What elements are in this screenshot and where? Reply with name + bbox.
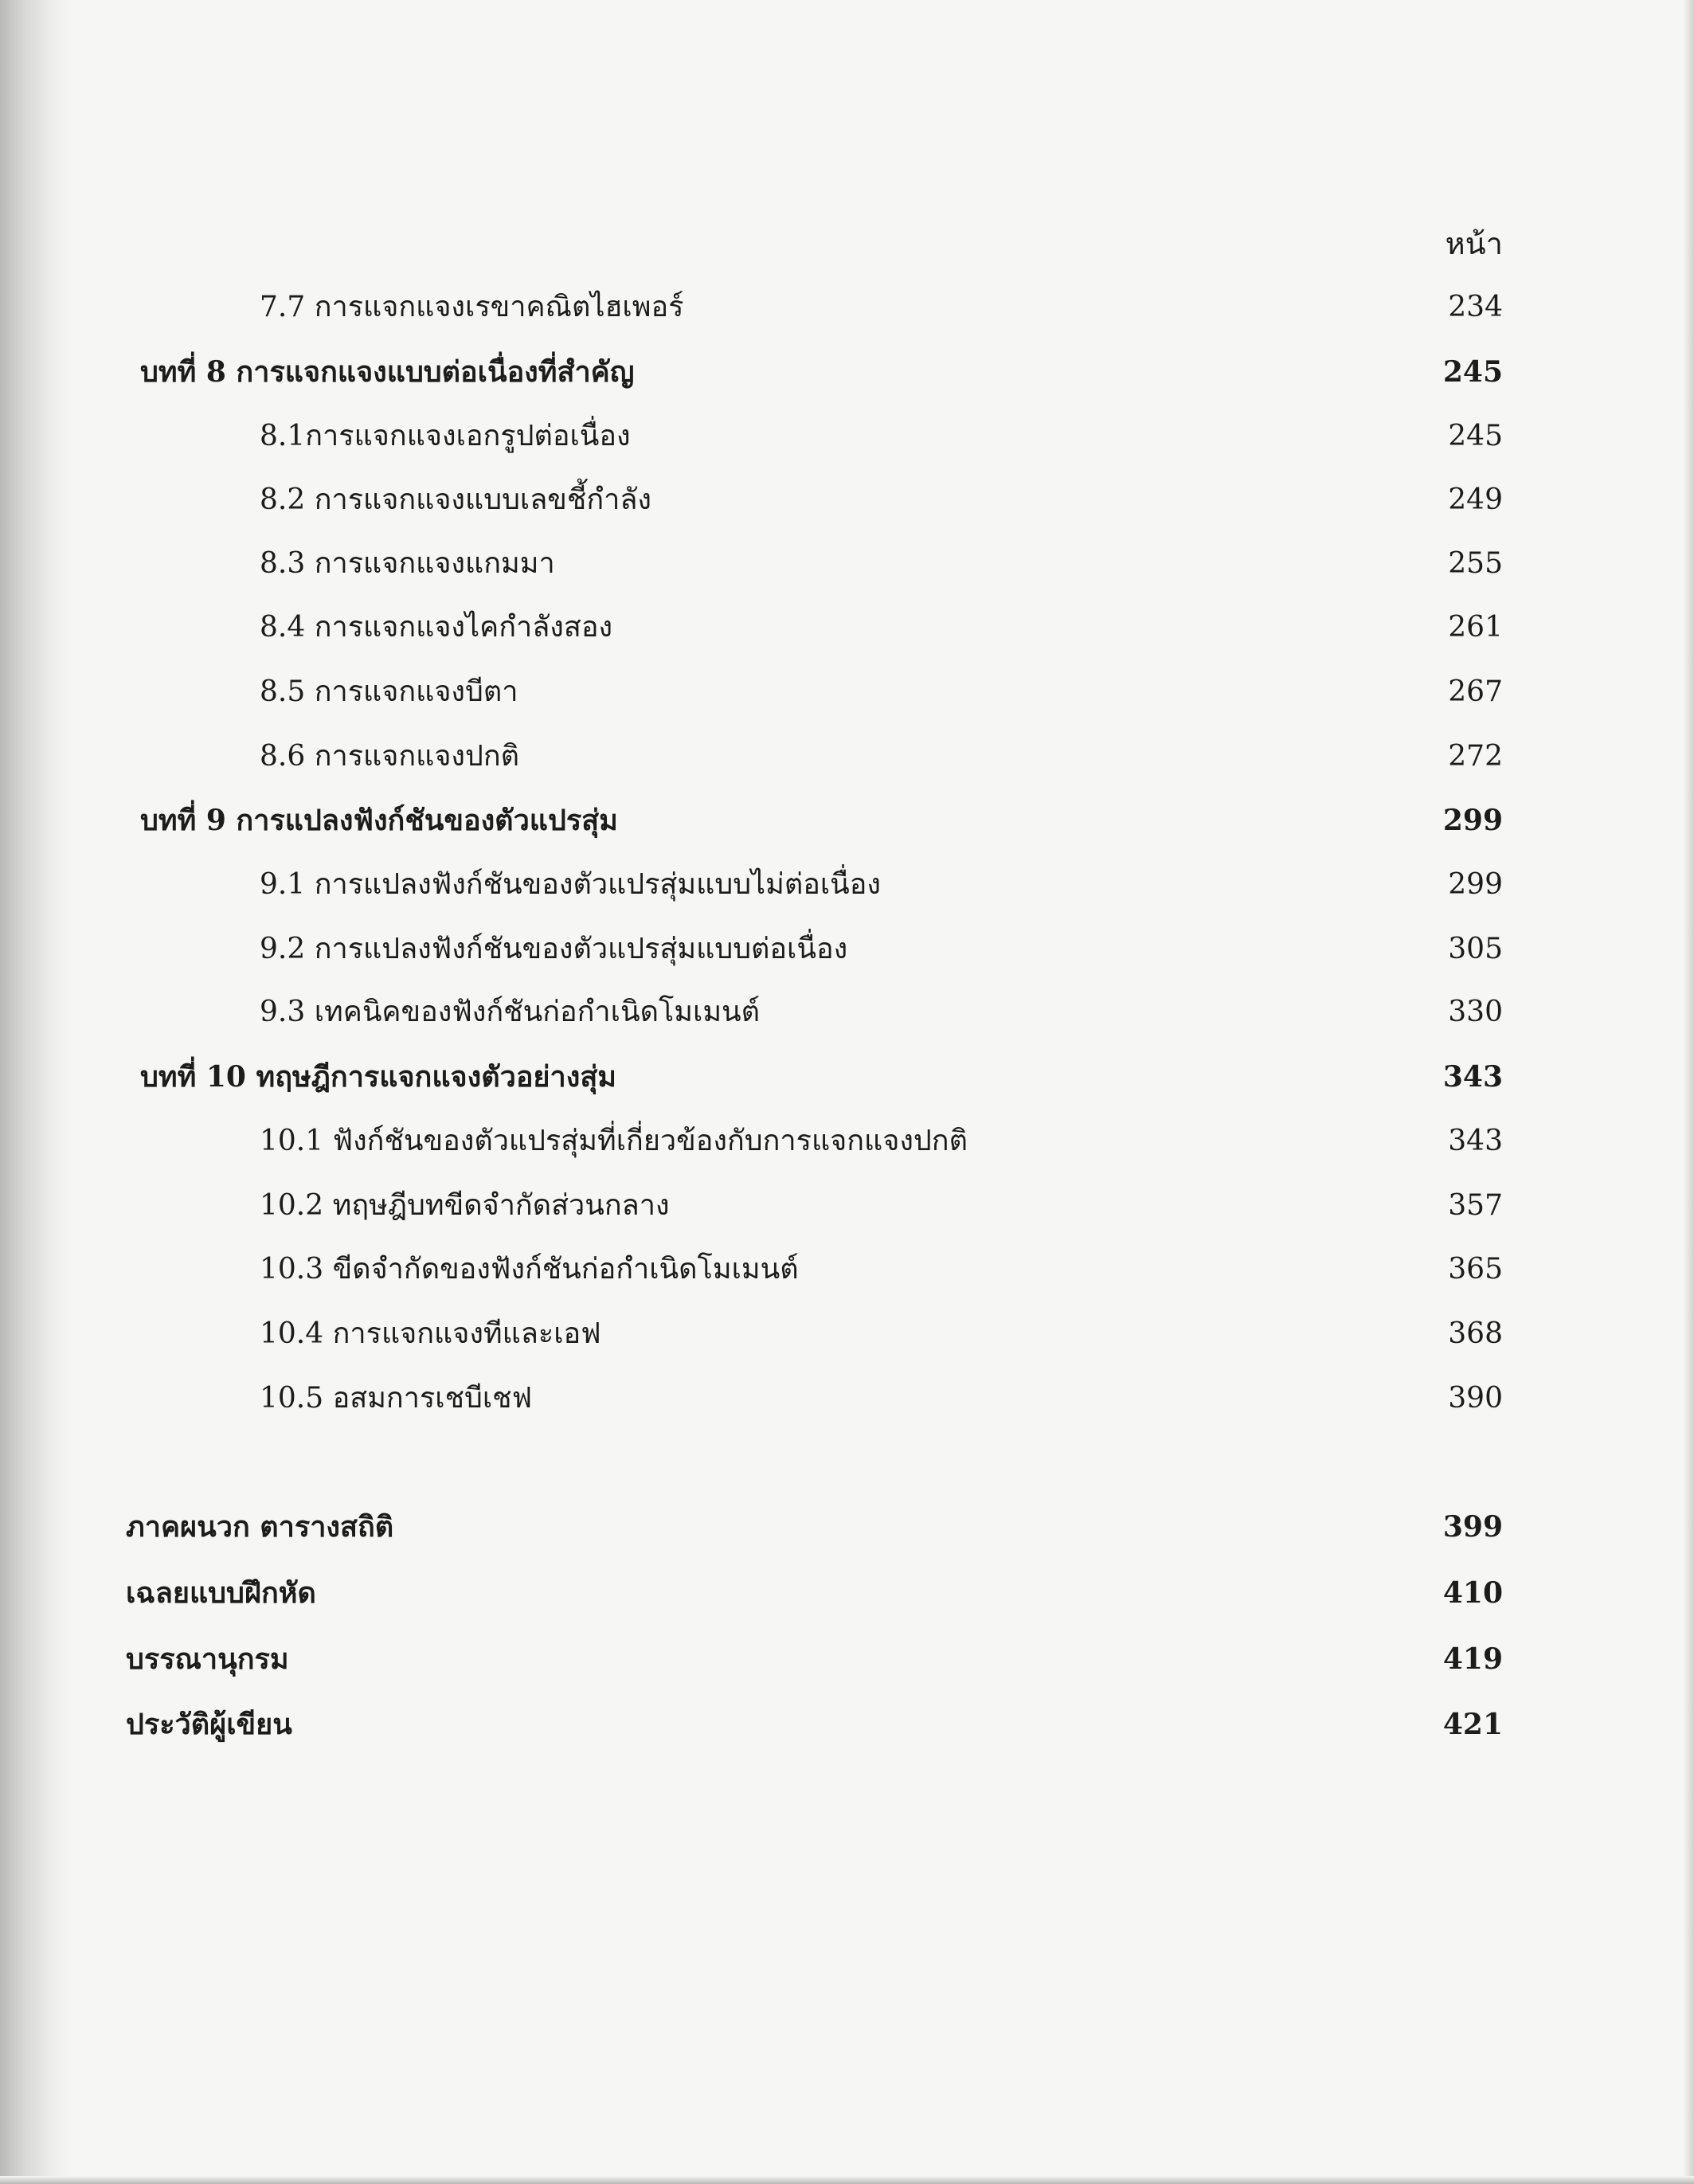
toc-entry-page: 357 xyxy=(1448,1189,1503,1222)
toc-entry-page: 267 xyxy=(1448,675,1503,708)
toc-back-matter-page: 419 xyxy=(1442,1642,1503,1676)
toc-entry-title: 8.4 การแจกแจงไคกำลังสอง xyxy=(260,611,613,644)
toc-back-matter-page: 421 xyxy=(1442,1708,1503,1741)
toc-back-matter-page: 410 xyxy=(1442,1576,1503,1610)
toc-entry xyxy=(0,734,1694,779)
toc-entry-page: 330 xyxy=(1448,996,1503,1028)
toc-entry-page: 365 xyxy=(1448,1253,1503,1286)
toc-entry-title: 8.1การแจกแจงเอกรูปต่อเนื่อง xyxy=(260,420,631,452)
toc-entry-title: 10.5 อสมการเชบีเชฟ xyxy=(260,1382,533,1415)
toc-entry xyxy=(0,1312,1694,1356)
toc-entry-title: 9.1 การแปลงฟังก์ชันของตัวแปรสุ่มแบบไม่ต่อเนื่อง xyxy=(260,868,881,901)
toc-entry xyxy=(0,1247,1694,1292)
toc-entry xyxy=(0,670,1694,714)
toc-entry-page: 390 xyxy=(1448,1382,1503,1415)
toc-entry xyxy=(0,1119,1694,1164)
toc-entry-title: 10.4 การแจกแจงทีและเอฟ xyxy=(260,1317,601,1350)
toc-entry-page: 299 xyxy=(1448,868,1503,901)
toc-chapter-page: 343 xyxy=(1442,1060,1503,1094)
toc-chapter-title: บทที่ 9 การแปลงฟังก์ชันของตัวแปรสุ่ม xyxy=(140,804,618,837)
toc-entry xyxy=(0,863,1694,907)
toc-chapter xyxy=(0,798,1694,843)
toc-entry xyxy=(0,990,1694,1035)
toc-entry-title: 8.2 การแจกแจงแบบเลขชี้กำลัง xyxy=(260,483,651,516)
toc-entry xyxy=(0,285,1694,330)
toc-back-matter-page: 399 xyxy=(1442,1510,1503,1544)
page-bottom-edge xyxy=(0,2176,1694,2184)
toc-chapter-title: บทที่ 8 การแจกแจงแบบต่อเนื่องที่สำคัญ xyxy=(140,355,635,389)
toc-entry xyxy=(0,478,1694,523)
toc-chapter-page: 245 xyxy=(1442,355,1503,389)
toc-entry xyxy=(0,414,1694,459)
toc-entry-page: 255 xyxy=(1448,547,1503,580)
toc-entry-title: 9.3 เทคนิคของฟังก์ชันก่อกำเนิดโมเมนต์ xyxy=(260,996,761,1028)
toc-back-matter xyxy=(0,1505,1694,1549)
toc-back-matter-title: บรรณานุกรม xyxy=(126,1642,289,1676)
toc-entry-page: 305 xyxy=(1448,933,1503,965)
toc-entry-page: 343 xyxy=(1448,1125,1503,1157)
toc-chapter-page: 299 xyxy=(1442,804,1503,837)
toc-entry-title: 7.7 การแจกแจงเรขาคณิตไฮเพอร์ xyxy=(260,291,684,323)
toc-entry-title: 9.2 การแปลงฟังก์ชันของตัวแปรสุ่มแบบต่อเนื่อง xyxy=(260,933,848,965)
toc-chapter xyxy=(0,1055,1694,1099)
toc-chapter xyxy=(0,350,1694,394)
toc-back-matter xyxy=(0,1571,1694,1615)
toc-entry-title: 8.6 การแจกแจงปกติ xyxy=(260,740,520,773)
toc-entry xyxy=(0,542,1694,586)
toc-entry xyxy=(0,1184,1694,1228)
toc-back-matter-title: ภาคผนวก ตารางสถิติ xyxy=(126,1510,394,1544)
toc-chapter-title: บทที่ 10 ทฤษฎีการแจกแจงตัวอย่างสุ่ม xyxy=(140,1060,617,1094)
toc-back-matter xyxy=(0,1702,1694,1747)
page-column-header: หน้า xyxy=(1445,226,1503,261)
toc-entry-title: 10.1 ฟังก์ชันของตัวแปรสุ่มที่เกี่ยวข้องกับการแจกแจงปกติ xyxy=(260,1125,968,1157)
toc-entry-page: 234 xyxy=(1448,291,1503,323)
toc-entry-title: 10.2 ทฤษฎีบทขีดจำกัดส่วนกลาง xyxy=(260,1189,670,1222)
toc-back-matter-title: เฉลยแบบฝึกหัด xyxy=(126,1576,316,1610)
toc-entry-title: 10.3 ขีดจำกัดของฟังก์ชันก่อกำเนิดโมเมนต์ xyxy=(260,1253,799,1286)
toc-entry xyxy=(0,605,1694,650)
toc-entry-page: 272 xyxy=(1448,740,1503,773)
toc-entry-page: 368 xyxy=(1448,1317,1503,1350)
toc-entry xyxy=(0,927,1694,972)
toc-entry-page: 245 xyxy=(1448,420,1503,452)
toc-entry-page: 261 xyxy=(1448,611,1503,644)
toc-entry-title: 8.5 การแจกแจงบีตา xyxy=(260,675,518,708)
toc-entry xyxy=(0,1376,1694,1421)
toc-back-matter xyxy=(0,1637,1694,1681)
toc-entry-title: 8.3 การแจกแจงแกมมา xyxy=(260,547,555,580)
toc-entry-page: 249 xyxy=(1448,483,1503,516)
toc-back-matter-title: ประวัติผู้เขียน xyxy=(126,1708,292,1741)
